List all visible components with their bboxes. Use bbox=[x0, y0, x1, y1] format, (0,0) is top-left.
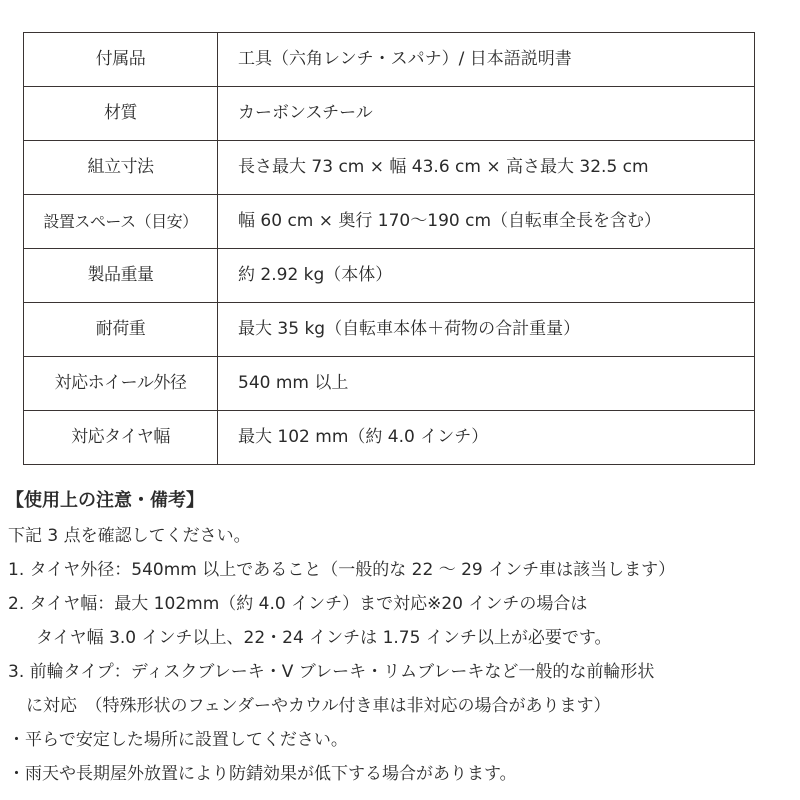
row-label: 設置スペース（目安） bbox=[24, 195, 218, 249]
row-value: 540 mm 以上 bbox=[218, 357, 755, 411]
row-value: 最大 35 kg（自転車本体＋荷物の合計重量） bbox=[218, 303, 755, 357]
row-label: 製品重量 bbox=[24, 249, 218, 303]
row-value: カーボンスチール bbox=[218, 87, 755, 141]
row-label: 対応ホイール外径 bbox=[24, 357, 218, 411]
table-row bbox=[24, 87, 755, 141]
row-label: 材質 bbox=[24, 87, 218, 141]
row-label: 組立寸法 bbox=[24, 141, 218, 195]
notes-intro: 下記 3 点を確認してください。 bbox=[8, 526, 251, 546]
note-item-3: 3. 前輪タイプ：ディスクブレーキ・V ブレーキ・リムブレーキなど一般的な前輪形状 bbox=[8, 662, 655, 682]
row-label: 耐荷重 bbox=[24, 303, 218, 357]
note-item-1: 1. タイヤ外径：540mm 以上であること（一般的な 22 ～ 29 インチ車は該当します） bbox=[8, 560, 676, 580]
table-row bbox=[24, 303, 755, 357]
table-row bbox=[24, 411, 755, 465]
note-bullet-flat-surface: ・平らで安定した場所に設置してください。 bbox=[8, 730, 348, 750]
spec-table bbox=[23, 32, 755, 465]
table-row bbox=[24, 141, 755, 195]
note-item-2-continued: タイヤ幅 3.0 インチ以上、22・24 インチは 1.75 インチ以上が必要です。 bbox=[36, 628, 612, 648]
usage-notes bbox=[8, 483, 798, 791]
row-label: 付属品 bbox=[24, 33, 218, 87]
row-value: 幅 60 cm × 奥行 170〜190 cm（自転車全長を含む） bbox=[218, 195, 755, 249]
table-row bbox=[24, 195, 755, 249]
table-row bbox=[24, 33, 755, 87]
note-bullet-rust-warning: ・雨天や長期屋外放置により防錆効果が低下する場合があります。 bbox=[8, 764, 517, 784]
table-row bbox=[24, 357, 755, 411]
row-label: 対応タイヤ幅 bbox=[24, 411, 218, 465]
row-value: 約 2.92 kg（本体） bbox=[218, 249, 755, 303]
note-item-3-continued: に対応 （特殊形状のフェンダーやカウル付き車は非対応の場合があります） bbox=[26, 696, 611, 716]
row-value: 最大 102 mm（約 4.0 インチ） bbox=[218, 411, 755, 465]
table-row bbox=[24, 249, 755, 303]
notes-title: 【使用上の注意・備考】 bbox=[6, 490, 204, 511]
note-item-2: 2. タイヤ幅：最大 102mm（約 4.0 インチ）まで対応※20 インチの場合は bbox=[8, 594, 588, 614]
row-value: 工具（六角レンチ・スパナ）/ 日本語説明書 bbox=[218, 33, 755, 87]
row-value: 長さ最大 73 cm × 幅 43.6 cm × 高さ最大 32.5 cm bbox=[218, 141, 755, 195]
